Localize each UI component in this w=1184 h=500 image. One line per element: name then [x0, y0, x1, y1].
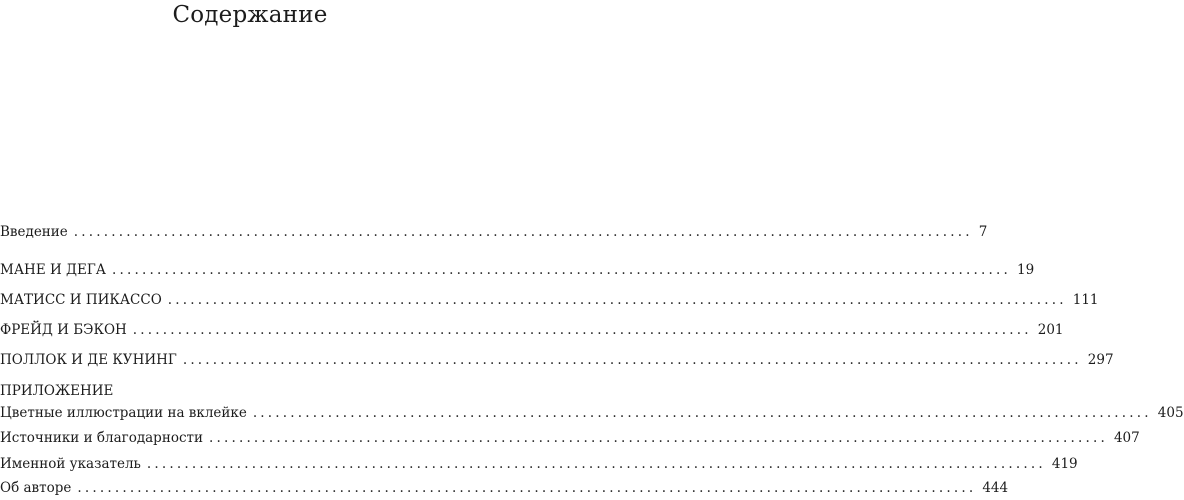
toc-entry-page: 19 — [1016, 262, 1035, 278]
toc-entry-freud-bacon — [0, 322, 1064, 338]
toc-entry-page: 7 — [978, 224, 988, 240]
toc-entry-page: 201 — [1037, 322, 1064, 338]
toc-entry-name-index — [0, 456, 1078, 472]
toc-entry-page: 419 — [1051, 456, 1078, 472]
toc-entry-pollock-de-kooning — [0, 352, 1114, 368]
toc-entry-label: ФРЕЙД И БЭКОН — [0, 322, 127, 338]
toc-entry-page: 407 — [1113, 430, 1140, 446]
appendix-heading: ПРИЛОЖЕНИЕ — [0, 383, 114, 399]
dot-leader: ........................................................................................................................ — [77, 480, 977, 496]
toc-entry-introduction — [0, 224, 988, 240]
toc-entry-page: 297 — [1087, 352, 1114, 368]
toc-entry-label: Цветные иллюстрации на вклейке — [0, 405, 247, 421]
toc-entry-page: 405 — [1157, 405, 1184, 421]
toc-entry-label: Именной указатель — [0, 456, 141, 472]
toc-entry-label: Введение — [0, 224, 68, 240]
dot-leader: ........................................................................................................................ — [112, 262, 1011, 278]
dot-leader: ........................................................................................................................ — [132, 322, 1032, 338]
toc-entry-page: 111 — [1072, 292, 1099, 308]
toc-entry-label: Источники и благодарности — [0, 430, 203, 446]
dot-leader: ........................................................................................................................ — [73, 224, 973, 240]
dot-leader: ........................................................................................................................ — [252, 405, 1152, 421]
toc-entry-matisse-picasso — [0, 292, 1099, 308]
dot-leader: ........................................................................................................................ — [167, 292, 1067, 308]
dot-leader: ........................................................................................................................ — [208, 430, 1108, 446]
toc-entry-label: МАНЕ И ДЕГА — [0, 262, 107, 278]
toc-entry-label: МАТИСС И ПИКАССО — [0, 292, 162, 308]
toc-entry-color-plates — [0, 405, 1184, 421]
toc-entry-about-author — [0, 480, 1009, 496]
toc-entry-label: ПОЛЛОК И ДЕ КУНИНГ — [0, 352, 177, 368]
toc-entry-sources — [0, 430, 1140, 446]
toc-entry-label: Об авторе — [0, 480, 72, 496]
dot-leader: ........................................................................................................................ — [182, 352, 1082, 368]
toc-entry-page: 444 — [982, 480, 1009, 496]
page-title: Содержание — [172, 2, 328, 28]
dot-leader: ........................................................................................................................ — [146, 456, 1046, 472]
toc-entry-manet-degas — [0, 262, 1035, 278]
